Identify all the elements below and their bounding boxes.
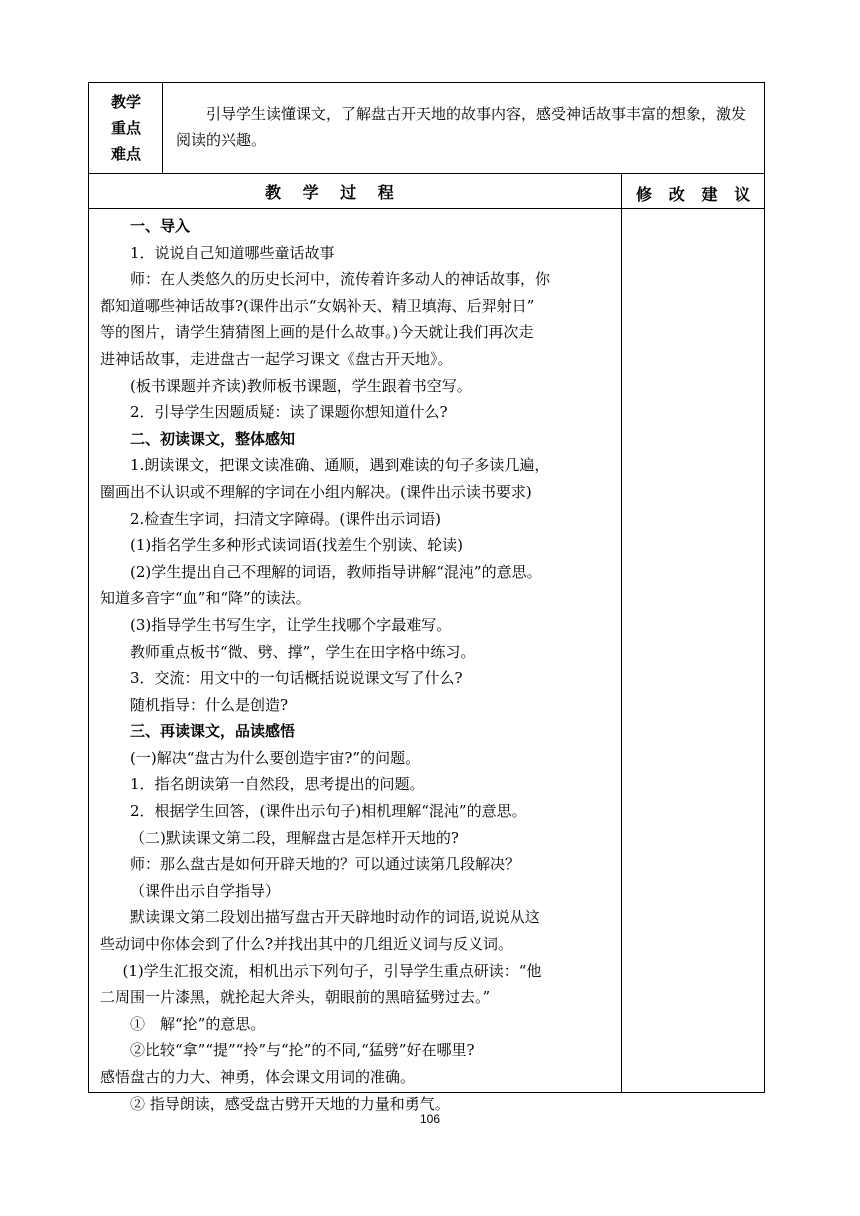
content-line: 三、再读课文，品读感悟 — [130, 722, 296, 741]
content-line: 1．说说自己知道哪些童话故事 — [130, 243, 335, 262]
page-number: 106 — [419, 1112, 441, 1126]
content-line: 等的图片，请学生猜猜图上画的是什么故事。)今天就让我们再次走 — [100, 323, 534, 342]
content-line: 师：在人类悠久的历史长河中，流传着许多动人的神话故事，你 — [130, 270, 551, 289]
content-line: 1.朗读课文，把课文读准确、通顺，遇到难读的句子多读几遍， — [130, 456, 550, 475]
content-line: 一、导入 — [130, 217, 191, 235]
revision-column-header: 修 改 建 议 — [636, 185, 756, 204]
content-line: 默读课文第二段划出描写盘古开天辟地时动作的词语,说说从这 — [130, 908, 540, 927]
label-column-divider — [162, 82, 163, 173]
content-line: 随机指导：什么是创造? — [130, 695, 289, 714]
row-divider-2 — [88, 208, 765, 209]
content-line: (板书课题并齐读)教师板书课题，学生跟着书空写。 — [130, 376, 472, 395]
label-line-2: 重点 — [110, 119, 141, 137]
content-line: 教师重点板书“微、劈、撑”，学生在田字格中练习。 — [130, 642, 476, 661]
content-line: (1)学生汇报交流，相机出示下列句子，引导学生重点研读：“他 — [122, 961, 542, 980]
key-difficult-points-label — [90, 89, 162, 167]
content-line: （课件出示自学指导） — [130, 881, 281, 900]
content-line: ① 解“抡”的意思。 — [130, 1014, 266, 1033]
content-line: 3．交流：用文中的一句话概括说说课文写了什么? — [130, 669, 463, 688]
content-line: 都知道哪些神话故事?(课件出示“女娲补天、精卫填海、后羿射日” — [100, 296, 535, 315]
label-line-1: 教学 — [110, 93, 141, 111]
content-line: 2.检查生字词，扫清文字障碍。(课件出示词语) — [130, 509, 442, 528]
content-line: 1．指名朗读第一自然段，思考提出的问题。 — [130, 775, 425, 794]
content-line: 知道多音字“血”和“降”的读法。 — [100, 589, 311, 608]
content-line: 些动词中你体会到了什么?并找出其中的几组近义词与反义词。 — [100, 935, 514, 954]
content-line: 二周围一片漆黑，就抡起大斧头，朝眼前的黑暗猛劈过去。” — [100, 988, 491, 1007]
content-line: 2．引导学生因题质疑：读了课题你想知道什么? — [130, 403, 448, 422]
content-line: (2)学生提出自己不理解的词语，教师指导讲解“混沌”的意思。 — [130, 562, 542, 581]
row-divider-1 — [88, 173, 765, 174]
content-line: ② 指导朗读，感受盘古劈开天地的力量和勇气。 — [130, 1094, 450, 1113]
process-column-header: 教 学 过 程 — [265, 183, 402, 202]
revision-column-divider — [621, 173, 622, 1093]
teaching-process-content — [100, 213, 612, 1117]
content-line: (3)指导学生书写生字，让学生找哪个字最难写。 — [130, 615, 452, 634]
content-line: (一)解决“盘古为什么要创造宇宙?”的问题。 — [130, 748, 421, 767]
content-line: 感悟盘古的力大、神勇，体会课文用词的准确。 — [100, 1068, 416, 1086]
content-line: 师：那么盘古是如何开辟天地的？可以通过读第几段解决？ — [130, 855, 521, 874]
content-line: ②比较“拿”“提”“拎”与“抡”的不同,“猛劈”好在哪里? — [130, 1041, 475, 1060]
content-line: 二、初读课文，整体感知 — [130, 429, 296, 448]
content-line: 2．根据学生回答，(课件出示句子)相机理解“混沌”的意思。 — [130, 802, 527, 821]
content-line: (1)指名学生多种形式读词语(找差生个别读、轮读) — [130, 536, 463, 555]
label-line-3: 难点 — [110, 145, 141, 163]
content-line: 进神话故事，走进盘古一起学习课文《盘古开天地》。 — [100, 349, 453, 368]
objective-text: 引导学生读懂课文，了解盘古开天地的故事内容，感受神话故事丰富的想象，激发阅读的兴趣。 — [176, 105, 747, 149]
content-line: （二)默读课文第二段，理解盘古是怎样开天地的? — [130, 828, 459, 847]
content-line: 圈画出不认识或不理解的字词在小组内解决。(课件出示读书要求) — [100, 482, 532, 501]
